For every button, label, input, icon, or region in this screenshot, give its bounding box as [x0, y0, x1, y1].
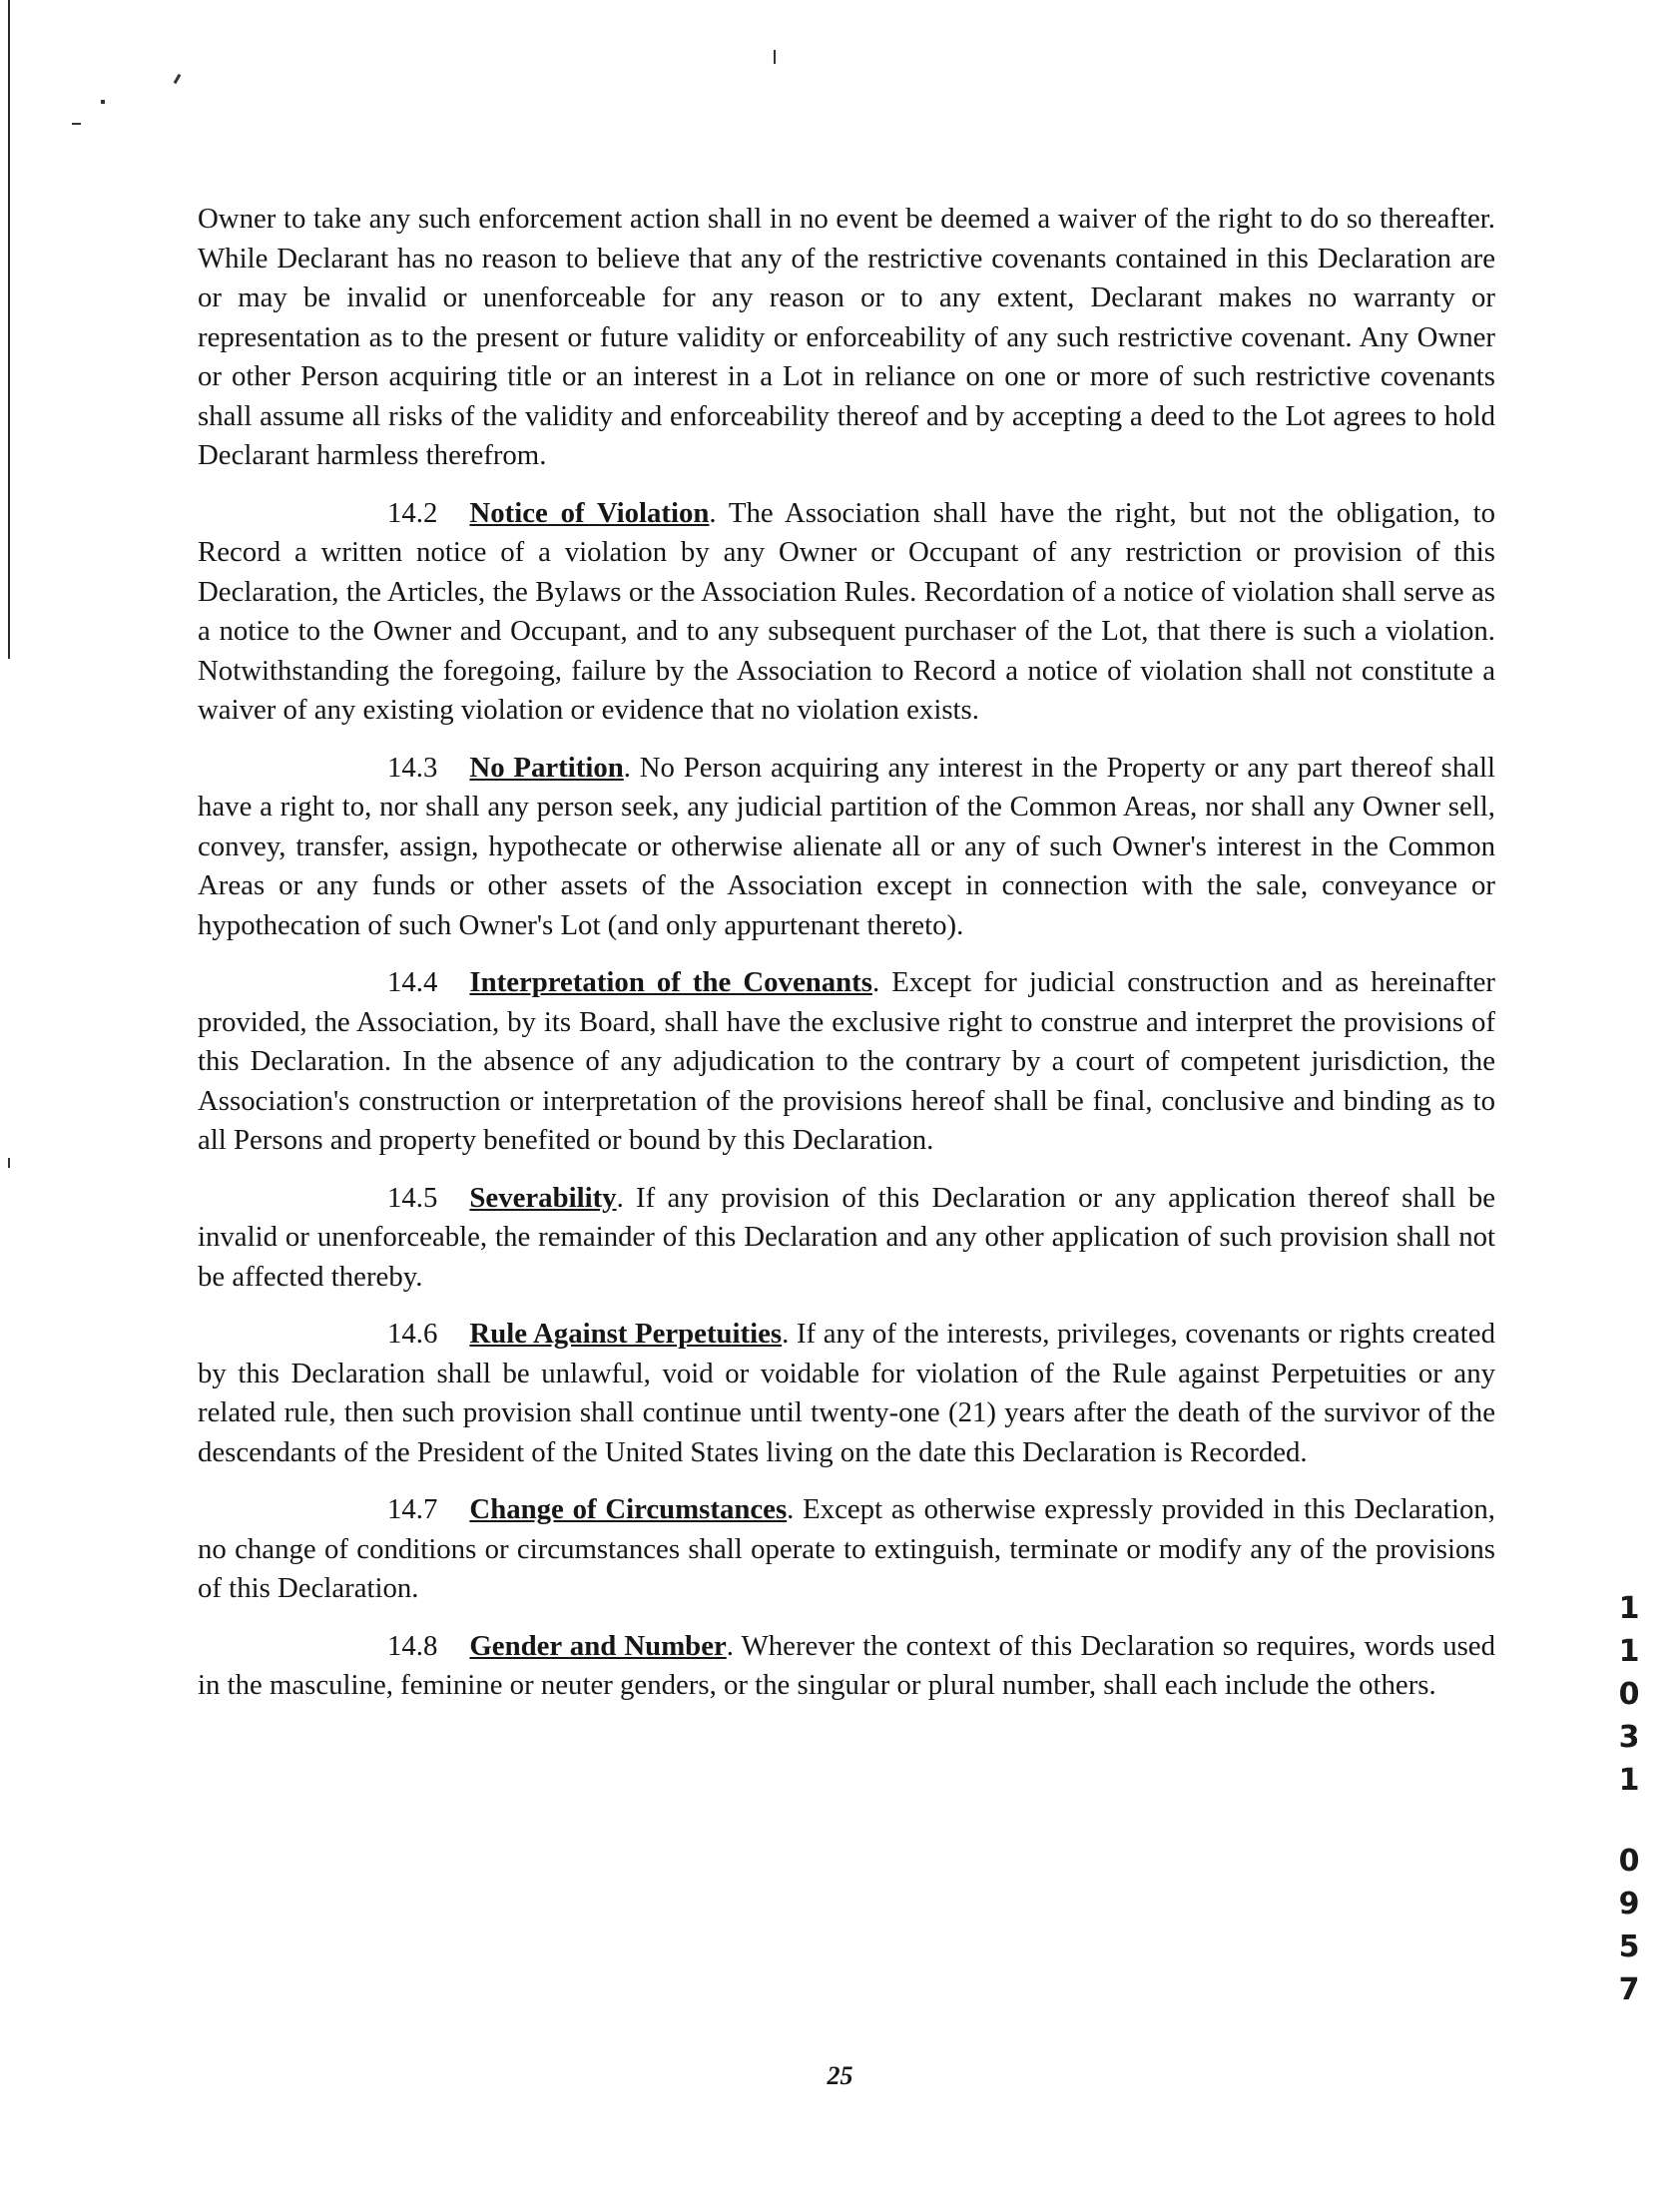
section-title: Notice of Violation: [469, 496, 710, 529]
section-text: The Association shall have the right, but not the obligation, to Record a written notice of a violation by any Owner or Occupant of any restriction or provision of this Declaration, the Articles, the Bylaws or the Association Rules. Recordation of a notice of violation shall serve as a notice to the Owner and Occupant, and to any subsequent purchaser of the Lot, that there is such a violation. Notwithstanding the foregoing, failure by the Association to Record a notice of violation shall not constitute a waiver of any existing violation or evidence that no violation exists.: [198, 496, 1495, 726]
section-number: 14.3: [387, 751, 438, 784]
section-number: 14.8: [387, 1629, 438, 1662]
stamp-digit: 0: [1618, 1844, 1640, 1879]
section-text: No Person acquiring any interest in the Property or any part thereof shall have a right to, nor shall any person seek, any judicial partition of the Common Areas, nor shall any Owner sell, convey, transfer, assign, hypothecate or otherwise alienate all or any of such Owner's interest in the Common Areas or any funds or other assets of the Association except in connection with the sale, conveyance or hypothecation of such Owner's Lot (and only appurtenant thereto).: [198, 751, 1495, 941]
stamp-digit: 1: [1618, 1763, 1640, 1798]
section-text: If any provision of this Declaration or any application thereof shall be invalid or unenforceable, the remainder of this Declaration and any other application of such provision shall not be affected thereby.: [198, 1181, 1495, 1293]
section-number: 14.5: [387, 1181, 438, 1214]
section-14-2: 14.2 Notice of Violation. The Association shall have the right, but not the obligation, to Record a written notice of a violation by any Owner or Occupant of any restriction or provision of this Declaration, the Articles, the Bylaws or the Association Rules. Recordation of a notice of violation shall serve as a notice to the Owner and Occupant, and to any subsequent purchaser of the Lot, that there is such a violation. Notwithstanding the foregoing, failure by the Association to Record a notice of violation shall not constitute a waiver of any existing violation or evidence that no violation exists.: [198, 494, 1495, 731]
stamp-digit: 1: [1618, 1591, 1640, 1626]
page-number: 25: [827, 2061, 853, 2090]
section-14-6: 14.6 Rule Against Perpetuities. If any of the interests, privileges, covenants or rights created by this Declaration shall be unlawful, void or voidable for violation of the Rule against Perpetuities or any related rule, then such provision shall continue until twenty-one (21) years after the death of the survivor of the descendants of the President of the United States living on the date this Declaration is Recorded.: [198, 1315, 1495, 1472]
scan-mark: [8, 1158, 10, 1168]
stamp-gap: [1609, 1802, 1649, 1840]
section-number: 14.2: [387, 496, 438, 529]
section-number: 14.6: [387, 1318, 438, 1350]
section-title: Interpretation of the Covenants: [469, 966, 872, 998]
stamp-digit: 5: [1618, 1929, 1640, 1964]
scan-mark: [774, 50, 776, 64]
section-14-5: 14.5 Severability. If any provision of this Declaration or any application thereof shall be invalid or unenforceable, the remainder of this Declaration and any other application of such provision shall not be affected thereby.: [198, 1179, 1495, 1298]
section-14-8: 14.8 Gender and Number. Wherever the context of this Declaration so requires, words used in the masculine, feminine or neuter genders, or the singular or plural number, shall each include the others.: [198, 1627, 1495, 1706]
section-text: Except as otherwise expressly provided in this Declaration, no change of conditions or circumstances shall operate to extinguish, terminate or modify any of the provisions of this Declaration.: [198, 1493, 1495, 1604]
section-title: Gender and Number: [469, 1629, 727, 1662]
document-body: [198, 200, 1495, 1724]
section-title: Change of Circumstances: [469, 1493, 788, 1525]
scan-mark: [72, 123, 81, 125]
section-14-7: 14.7 Change of Circumstances. Except as otherwise expressly provided in this Declaration, no change of conditions or circumstances shall operate to extinguish, terminate or modify any of the provisions of this Declaration.: [198, 1490, 1495, 1609]
section-text: Except for judicial construction and as hereinafter provided, the Association, by its Board, shall have the exclusive right to construe and interpret the provisions of this Declaration. In the absence of any adjudication to the contrary by a court of competent jurisdiction, the Association's construction or interpretation of the provisions hereof shall be final, conclusive and binding as to all Persons and property benefited or bound by this Declaration.: [198, 966, 1495, 1156]
stamp-digit: 0: [1618, 1677, 1640, 1712]
stamp-digit: 7: [1618, 1972, 1640, 2007]
section-text: Wherever the context of this Declaration so requires, words used in the masculine, feminine or neuter genders, or the singular or plural number, shall each include the others.: [198, 1629, 1495, 1701]
section-number: 14.4: [387, 966, 438, 998]
stamp-digit: 3: [1618, 1720, 1640, 1755]
recording-stamp: [1609, 1587, 1649, 2011]
section-14-3: 14.3 No Partition. No Person acquiring any interest in the Property or any part thereof shall have a right to, nor shall any person seek, any judicial partition of the Common Areas, nor shall any Owner sell, convey, transfer, assign, hypothecate or otherwise alienate all or any of such Owner's interest in the Common Areas or any funds or other assets of the Association except in connection with the sale, conveyance or hypothecation of such Owner's Lot (and only appurtenant thereto).: [198, 749, 1495, 946]
section-number: 14.7: [387, 1493, 438, 1525]
stamp-digit: 1: [1618, 1634, 1640, 1669]
section-title: Severability: [469, 1181, 617, 1214]
scan-mark: [174, 74, 182, 84]
section-title: Rule Against Perpetuities: [469, 1318, 783, 1350]
section-text: If any of the interests, privileges, covenants or rights created by this Declaration shall be unlawful, void or voidable for violation of the Rule against Perpetuities or any related rule, then such provision shall continue until twenty-one (21) years after the death of the survivor of the descendants of the President of the United States living on the date this Declaration is Recorded.: [198, 1318, 1495, 1468]
section-title: No Partition: [469, 751, 624, 784]
scan-edge-line: [8, 0, 10, 659]
scan-mark: [101, 100, 105, 104]
intro-paragraph: Owner to take any such enforcement action shall in no event be deemed a waiver of the right to do so thereafter. While Declarant has no reason to believe that any of the restrictive covenants contained in this Declaration are or may be invalid or unenforceable for any reason or to any extent, Declarant makes no warranty or representation as to the present or future validity or enforceability of any such restrictive covenant. Any Owner or other Person acquiring title or an interest in a Lot in reliance on one or more of such restrictive covenants shall assume all risks of the validity and enforceability thereof and by accepting a deed to the Lot agrees to hold Declarant harmless therefrom.: [198, 203, 1495, 471]
section-14-4: 14.4 Interpretation of the Covenants. Except for judicial construction and as hereinafter provided, the Association, by its Board, shall have the exclusive right to construe and interpret the provisions of this Declaration. In the absence of any adjudication to the contrary by a court of competent jurisdiction, the Association's construction or interpretation of the provisions hereof shall be final, conclusive and binding as to all Persons and property benefited or bound by this Declaration.: [198, 963, 1495, 1161]
stamp-digit: 9: [1618, 1887, 1640, 1922]
